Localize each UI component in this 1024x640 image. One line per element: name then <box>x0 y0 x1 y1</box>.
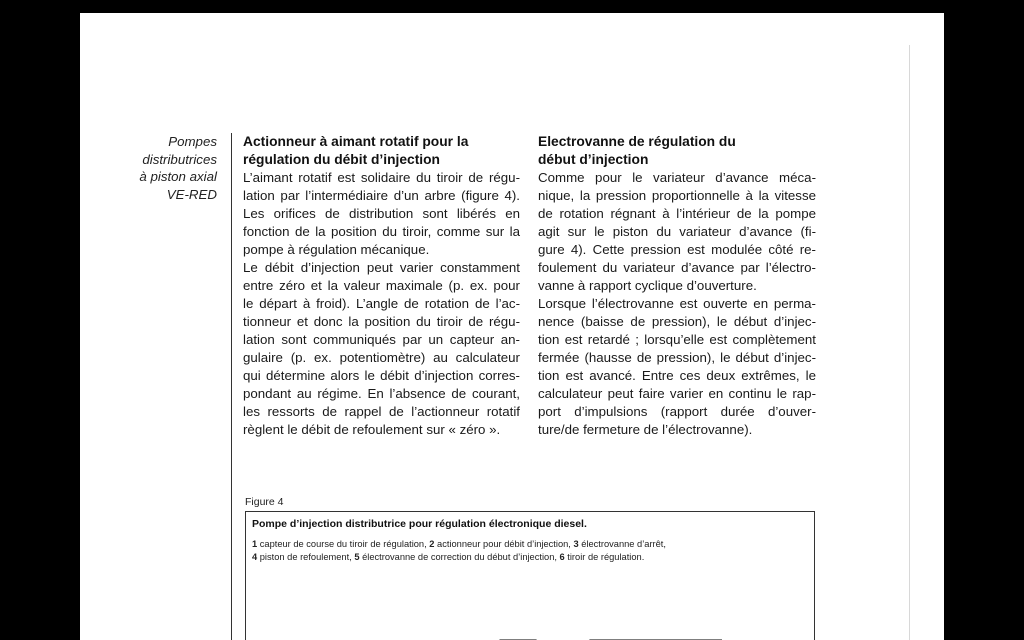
body-line: tion est avancé. Entre ces deux extrêmes, le <box>538 368 816 383</box>
legend-text: tiroir de régulation. <box>564 551 645 562</box>
body-line: gulaire (p. ex. potentiomètre) au calculateur <box>243 350 520 365</box>
body-line: fermée (hausse de pression), le début d’injec- <box>538 350 816 365</box>
body-line: nence (baisse de pression), le début d’injec- <box>538 314 816 329</box>
figure-box <box>245 511 815 640</box>
margin-note-line: Pompes <box>168 134 217 149</box>
body-line: Lorsque l’électrovanne est ouverte en perma- <box>538 296 816 311</box>
legend-text: capteur de course du tiroir de régulation, <box>257 539 430 549</box>
figure-title: Pompe d’injection distributrice pour régulation électronique diesel. <box>252 518 587 530</box>
figure-legend <box>252 538 666 563</box>
heading-line: Electrovanne de régulation du <box>538 134 736 149</box>
body-line: ture/de fermeture de l’électrovanne). <box>538 422 753 437</box>
margin-note-line: distributrices <box>142 151 217 167</box>
heading-line: Actionneur à aimant rotatif pour la <box>243 134 469 149</box>
body-line: port d’impulsions (rapport durée d’ouver- <box>538 404 816 419</box>
body-line: foulement du variateur d’avance par l’électro- <box>538 260 816 275</box>
body-line: fonction de la position du tiroir, comme sur la <box>243 224 520 239</box>
body-line: tion est retardé ; lorsqu’elle est complètement <box>538 332 816 347</box>
legend-text: électrovanne d’arrêt, <box>578 539 666 549</box>
margin-note <box>120 133 217 203</box>
right-column-body <box>538 169 816 439</box>
legend-number: 3 <box>573 539 579 549</box>
legend-number: 6 <box>559 551 565 562</box>
body-line: entre zéro et la valeur maximale (p. ex. pour <box>243 278 520 293</box>
body-line: pompe à régulation mécanique. <box>243 242 430 257</box>
legend-number: 2 <box>429 539 435 549</box>
body-line: lation par l’intermédiaire d’un arbre (figure 4). <box>243 188 520 203</box>
document-page <box>80 13 944 640</box>
body-line: Les orifices de distribution sont libérés en <box>243 206 520 221</box>
left-column <box>243 133 520 439</box>
page-edge-line <box>909 45 910 640</box>
body-line: de rotation régnant à l’intérieur de la pompe <box>538 206 816 221</box>
legend-text: actionneur pour débit d’injection, <box>434 539 574 549</box>
margin-note-line: à piston axial <box>139 169 217 184</box>
body-line: calculateur peut faire varier en continu le rap- <box>538 386 816 401</box>
body-line: lation sont communiqués par un capteur an- <box>243 332 520 347</box>
body-line: qui détermine alors le débit d’injection corres- <box>243 368 520 383</box>
body-line: tionneur et donc la position du tiroir de régu- <box>243 314 520 329</box>
body-line: L’aimant rotatif est solidaire du tiroir de régu- <box>243 170 520 185</box>
pump-drawing-partial <box>486 624 726 640</box>
left-column-body <box>243 169 520 439</box>
body-line: agit sur le piston du variateur d’avance (fi- <box>538 224 816 239</box>
right-column <box>538 133 816 439</box>
heading-line: régulation du débit d’injection <box>243 152 440 167</box>
margin-divider <box>231 133 232 640</box>
body-line: le départ à froid). L’angle de rotation de l’ac- <box>243 296 520 311</box>
right-column-heading <box>538 133 816 169</box>
legend-line <box>252 551 666 564</box>
legend-text: piston de refoulement, <box>257 551 355 562</box>
body-line: pondant au régime. En l’absence de courant, <box>243 386 520 401</box>
body-line: les ressorts de rappel de l’actionneur rotatif <box>243 404 520 419</box>
figure-label: Figure 4 <box>245 496 284 508</box>
legend-text: électrovanne de correction du début d’injection, <box>359 551 560 562</box>
body-line: vanne à rapport cyclique d’ouverture. <box>538 278 757 293</box>
body-line: Comme pour le variateur d’avance méca- <box>538 170 816 185</box>
left-column-heading <box>243 133 520 169</box>
legend-line <box>252 538 666 551</box>
margin-note-line: VE-RED <box>166 186 217 202</box>
body-line: nique, la pression proportionnelle à la vitesse <box>538 188 816 203</box>
heading-line: début d’injection <box>538 152 649 167</box>
body-line: règlent le débit de refoulement sur « zéro ». <box>243 422 501 437</box>
body-line: Le débit d’injection peut varier constamment <box>243 260 520 275</box>
legend-number: 4 <box>252 551 258 562</box>
body-line: gure 4). Cette pression est modulée côté re- <box>538 242 816 257</box>
legend-number: 1 <box>252 539 258 549</box>
legend-number: 5 <box>354 551 360 562</box>
